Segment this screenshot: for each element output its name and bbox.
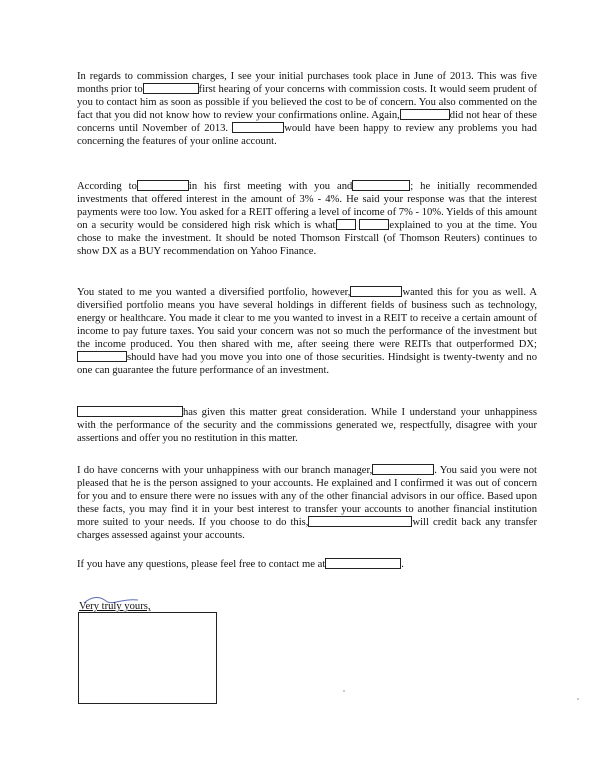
redaction-box [308,516,412,527]
p2-text-4: explained to you at the time. You chose to make the investment. It should be noted Thomson Firstcall (of Thomson Reuters) continues to show DX as a BUY recommendation on Yahoo Finance. [77,220,537,257]
p2-text-1: According to [77,181,137,192]
redaction-box [325,558,401,569]
p5-text-2: . You said you were not pleased that he is the person assigned to your accounts. He explained and I confirmed it was out of concern for you and to ensure there were no issues with any of the other financial advisors in our office. Based upon these facts, you may find it in your best interest to transfer your accounts to another financial institution more suited to your needs. If you choose to do this, [77,465,537,528]
scan-speck [577,698,579,700]
p3-text-2: wanted this for you as well. A diversified portfolio means you have several holdings in different fields of business such as technology, energy or healthcare. You made it clear to me you wanted to invest in a REIT to receive a certain amount of income to pay future taxes. You said your concern was not so much the performance of the investment but the income produced. You then shared with me, after seeing there were REITs that outperformed DX; [77,287,537,350]
paragraph-branch-manager [77,464,537,542]
redaction-box [137,180,189,191]
redaction-box [400,109,450,120]
redaction-box [232,122,284,133]
redaction-box [352,180,410,191]
p3-text-3: should have had you move you into one of those securities. Hindsight is twenty-twenty and no one can guarantee the future performance of an investment. [77,352,537,376]
p6-text-2: . [401,559,404,570]
p4-text-1: has given this matter great consideration. While I understand your unhappiness with the performance of the security and the commissions generated we, respectfully, disagree with your assertions and offer you no restitution in this matter. [77,407,537,444]
p5-text-1: I do have concerns with your unhappiness with our branch manager, [77,465,373,476]
paragraph-contact [77,558,537,571]
p1-text-4: would have been happy to review any problems you had concerning the features of your online account. [77,123,537,147]
signature-redaction-box [78,612,217,704]
scan-speck [343,690,345,692]
redaction-box [77,406,183,417]
p2-text-2: in his first meeting with you and [188,181,353,192]
redaction-box [350,286,402,297]
redaction-box [359,219,389,230]
p1-text-3: did not hear of these concerns until November of 2013. [77,110,537,134]
p5-text-3: will credit back any transfer charges assessed against your accounts. [77,517,537,541]
paragraph-commission [77,70,537,148]
paragraph-decision [77,406,537,445]
paragraph-recommendations [77,180,537,258]
redaction-box [372,464,434,475]
redaction-box [77,351,127,362]
closing-salutation: Very truly yours, [79,601,151,612]
redaction-box [336,219,356,230]
p3-text-1: You stated to me you wanted a diversified portfolio, however, [77,287,351,298]
p1-text-2: first hearing of your concerns with commission costs. It would seem prudent of you to contact him as soon as possible if you believed the cost to be of concern. You also commented on the fact that you did not know how to review your confirmations online. Again, [77,84,537,121]
p6-text-1: If you have any questions, please feel free to contact me at [77,559,326,570]
p1-text-1: In regards to commission charges, I see your initial purchases took place in June of 2013. This was five months prior to [77,71,537,95]
redaction-box [143,83,199,94]
paragraph-diversified-portfolio [77,286,537,377]
p2-text-3: ; he initially recommended investments that offered interest in the amount of 3% - 4%. He said your response was that the interest payments were too low. You asked for a REIT offering a level of income of 7% - 10%. Yields of this amount on a security would be considered high risk which is what [77,181,537,231]
